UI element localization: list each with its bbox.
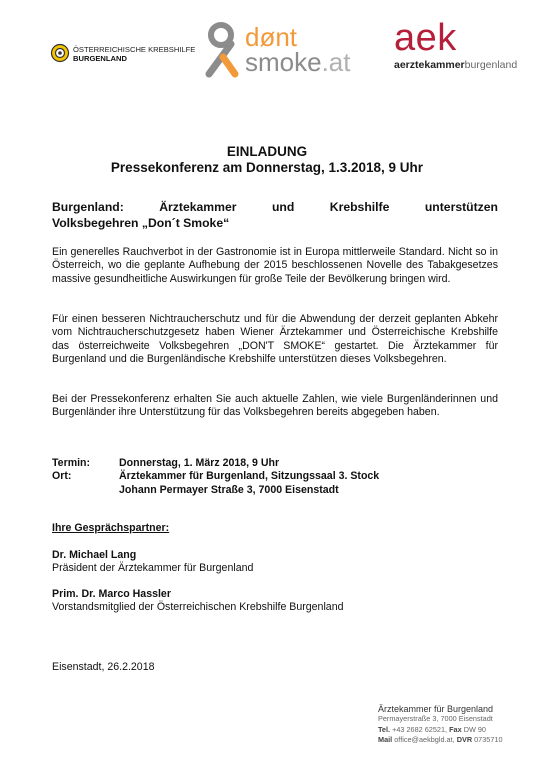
termin-label: Termin: [52,457,91,469]
footer-org: Ärztekammer für Burgenland [378,704,494,714]
ort-label: Ort: [52,470,72,482]
partner-1-name: Dr. Michael Lang [52,549,137,561]
dontsmoke-logo [205,20,351,78]
paragraph-1: Ein generelles Rauchverbot in der Gastronomie ist in Europa mittlerweile Standard. Nicht so in Österreich, wo die geplante Aufhebung der 2015 beschlossenen Novelle des Tabakgesetzes massive gesundheitliche Auswirkungen für große Teile der Bevölkerung bringen wird. [52,246,498,285]
aek-subtitle: aerztekammerburgenland [394,59,518,71]
ort-line-1: Ärztekammer für Burgenland, Sitzungssaal 3. Stock [119,470,380,482]
paragraph-3: Bei der Pressekonferenz erhalten Sie auch aktuelle Zahlen, wie viele Burgenländerinnen und Burgenländer ihre Unterstützung für das Volksbegehren bereits abgegeben haben. [52,393,498,419]
krebshilfe-logo [50,40,200,70]
footer-address-block [378,704,503,746]
title-line-1: Burgenland: Ärztekammer und Krebshilfe unterstützen [52,200,498,214]
termin-value: Donnerstag, 1. März 2018, 9 Uhr [119,457,280,469]
footer-address: Permayerstraße 3, 7000 Eisenstadt [378,714,493,724]
invitation-heading: EINLADUNG [226,144,308,159]
footer-mail-dvr: Mail office@aekbgld.at, DVR 0735710 [378,735,503,745]
partner-2-name: Prim. Dr. Marco Hassler [52,588,171,600]
partner-2-role: Vorstandsmitglied der Österreichischen Krebshilfe Burgenland [52,601,344,613]
krebshilfe-emblem-icon [50,43,70,63]
dontsmoke-person-icon [205,22,241,78]
partners-heading: Ihre Gesprächspartner: [52,522,170,534]
aek-wordmark: aek [394,17,457,59]
dateline: Eisenstadt, 26.2.2018 [52,661,155,673]
paragraph-2: Für einen besseren Nichtraucherschutz und für die Abwendung der derzeit geplanten Abkehr vom Nichtraucherschutzgesetz haben Wiener Ärztekammer und Österreichische Krebshilfe das österreichweite Volksbegehren „DON'T SMOKE“ gestartet. Die Ärztekammer für Burgenland und die Burgenländische Krebshilfe unterstützen dieses Volksbegehren. [52,313,498,366]
krebshilfe-region: BURGENLAND [73,54,127,63]
dontsmoke-word-dont: dønt [245,22,298,52]
title-line-2: Volksbegehren „Don´t Smoke“ [52,215,230,230]
footer-tel-fax: Tel. +43 2682 62521, Fax DW 90 [378,724,486,734]
krebshilfe-name: ÖSTERREICHISCHE KREBSHILFE [73,45,196,54]
ort-line-2: Johann Permayer Straße 3, 7000 Eisenstadt [119,484,339,496]
aek-logo [384,17,534,74]
document-title [52,200,498,231]
press-conference-heading: Pressekonferenz am Donnerstag, 1.3.2018, 9 Uhr [110,160,424,175]
partner-1-role: Präsident der Ärztekammer für Burgenland [52,562,254,574]
dontsmoke-word-smoke: smoke.at [245,47,351,77]
